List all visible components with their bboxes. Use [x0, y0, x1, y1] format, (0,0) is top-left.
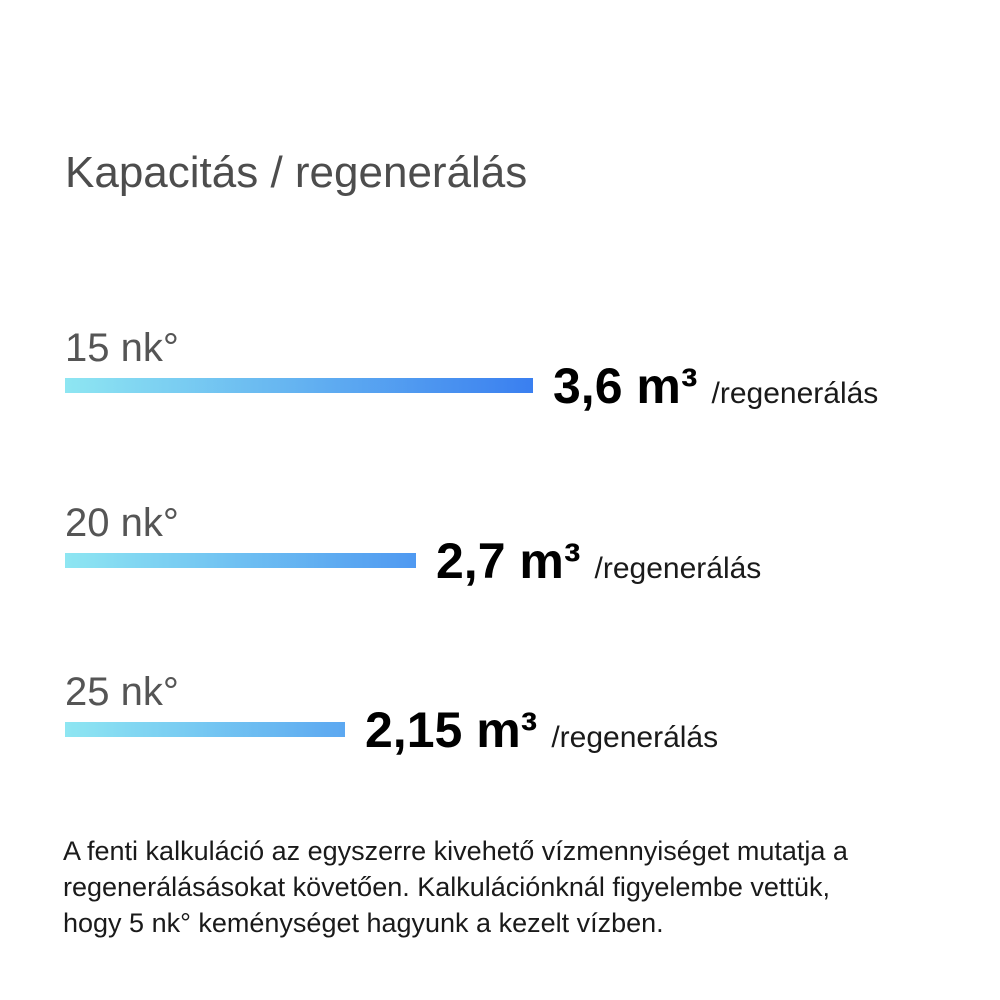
chart-title: Kapacitás / regenerálás: [65, 148, 528, 197]
category-label: 20 nk°: [65, 501, 179, 545]
bar: [65, 378, 533, 393]
data-label: 2,15 m³: [365, 702, 538, 758]
value-label-group: [553, 358, 879, 414]
bar: [65, 722, 345, 737]
value-label-group: [365, 702, 719, 758]
category-label: 25 nk°: [65, 670, 179, 714]
unit-suffix: /regenerálás: [711, 377, 879, 410]
footnote-line-2: regenerálásásokat követően. Kalkulációnknál figyelembe vettük,: [63, 872, 830, 902]
data-label: 2,7 m³: [436, 533, 581, 589]
footnote-line-1: A fenti kalkuláció az egyszerre kivehető vízmennyiséget mutatja a: [63, 836, 848, 866]
value-label-group: [436, 533, 762, 589]
category-label: 15 nk°: [65, 326, 179, 370]
data-label: 3,6 m³: [553, 358, 698, 414]
footnote: [63, 833, 983, 941]
bar: [65, 553, 416, 568]
unit-suffix: /regenerálás: [594, 552, 762, 585]
footnote-line-3: hogy 5 nk° keménységet hagyunk a kezelt vízben.: [63, 908, 664, 938]
unit-suffix: /regenerálás: [551, 721, 719, 754]
